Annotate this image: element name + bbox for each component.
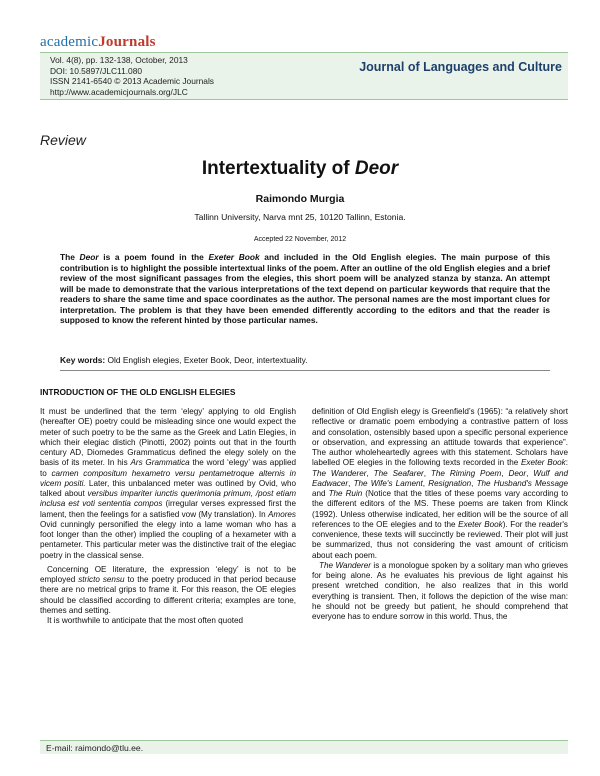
article-type: Review bbox=[40, 132, 86, 148]
accepted-date: Accepted 22 November, 2012 bbox=[253, 236, 347, 243]
volume-line: Vol. 4(8), pp. 132-138, October, 2013 bbox=[50, 55, 188, 65]
url-line: http://www.academicjournals.org/JLC bbox=[50, 87, 188, 98]
body-column-right bbox=[312, 407, 568, 626]
keywords-label: Key words: bbox=[60, 355, 106, 365]
author-name: Raimondo Murgia bbox=[255, 193, 345, 205]
doi-line: DOI: 10.5897/JLC11.080 bbox=[50, 65, 143, 76]
publisher-logo: academicJournals bbox=[40, 34, 156, 50]
paragraph: It is worthwhile to anticipate that the most often quoted bbox=[47, 616, 244, 625]
footer-email-band bbox=[40, 740, 568, 754]
paragraph: It must be underlined that the term ‘elegy’ applying to old English (hereafter OE) poetry could be misleading since one would expect the meter of such poetry to be the same as the Greek and Latin Elegies, in which their elegiac distich (Pinotti, 2002) points out that in the fourth century AD, Diomedes Grammaticus defined the elegy solely on the basis of its meter. In his Ars Grammatica the word ‘elegy’ was applied to carmen compositum hexametro versu pentametroque alternis in vicem positi. Later, this unbalanced meter was outlined by Ovid, who talked about versibus impariter iunctis querimonia primum, /post etiam inclusa est voti sententia compos (irregular verses expressed first the lament, then the feelings for a satisfied vow (My translation). In Amores Ovid cunningly personified the elegy into a lame woman who has a foot longer than the other) implied the coupling of a hexameter with a pentameter. This particular meter was the distinctive trait of the elegiac poetry in the classical sense. bbox=[40, 407, 296, 560]
keywords bbox=[60, 355, 550, 365]
issn-line: ISSN 2141-6540 © 2013 Academic Journals bbox=[50, 76, 214, 87]
journal-header bbox=[40, 52, 568, 100]
journal-name: Journal of Languages and Culture bbox=[359, 60, 562, 74]
keywords-divider bbox=[60, 370, 550, 371]
abstract: The Deor is a poem found in the Exeter Book and included in the Old English elegies. The main purpose of this contribution is to highlight the possible intertextual links of the poem. After an outline of the old English elegies and a brief review of the most significant passages from the elegies, this short poem will be analyzed stanza by stanza. An attempt will be made to demonstrate that the various interpretations of the text depend on particular keywords that require that the readers to share the same time and space coordinates as the author. The personal names are the most important clues for interpretation. The problem is that they have been emended differently according to the editors and that the reader is supposed to know the referent hinted by those particular names. bbox=[60, 252, 551, 325]
section-heading: INTRODUCTION OF THE OLD ENGLISH ELEGIES bbox=[40, 387, 236, 397]
paragraph: The Wanderer is a monologue spoken by a solitary man who grieves for being alone. As he evaluates his previous de light against his present wretched condition, he also realizes that in this world everything is transient. Then, it follows the depiction of the wise man: he should not be greedy but patient, he should comprehend that everyone has to endure sorrow in this world. Thus, the bbox=[312, 560, 568, 621]
paragraph: Concerning OE literature, the expression ‘elegy’ is not to be employed stricto sensu to the poetry produced in that period because there are no metrical grips to frame it. For this reason, the OE elegies should be classified according to different criteria; examples are tone, themes and setting. bbox=[40, 564, 296, 615]
article-title: Intertextuality of Deor bbox=[201, 158, 399, 179]
body-column-left bbox=[40, 407, 296, 630]
author-email: E-mail: raimondo@tlu.ee. bbox=[46, 743, 144, 753]
author-affiliation: Tallinn University, Narva mnt 25, 10120 Tallinn, Estonia. bbox=[194, 212, 406, 222]
keywords-text: Old English elegies, Exeter Book, Deor, intertextuality. bbox=[105, 355, 308, 365]
paragraph: definition of Old English elegy is Greenfield’s (1965): “a relatively short reflective or dramatic poem embodying a contrastive pattern of loss and consolation, ostensibly based upon a specific personal experience or observation, and expressing an attitude towards that experience”. The author wholeheartedly agrees with this statement. Scholars have labelled OE elegies in the following texts recorded in the Exeter Book: The Wanderer, The Seafarer, The Riming Poem, Deor, Wulf and Eadwacer, The Wife's Lament, Resignation, The Husband's Message and The Ruin (Notice that the titles of these poems vary according to the different editors of the MS. These poems are taken from Klinck (1992). Unless otherwise indicated, her edition will be the source of all references to the OE elegies and to the Exeter Book). For the reader's convenience, these texts will succinctly be reviewed. Their plot will just be summarized, thus not considering the vast amount of criticism about each poem. bbox=[312, 407, 569, 560]
citation-meta bbox=[50, 55, 214, 98]
